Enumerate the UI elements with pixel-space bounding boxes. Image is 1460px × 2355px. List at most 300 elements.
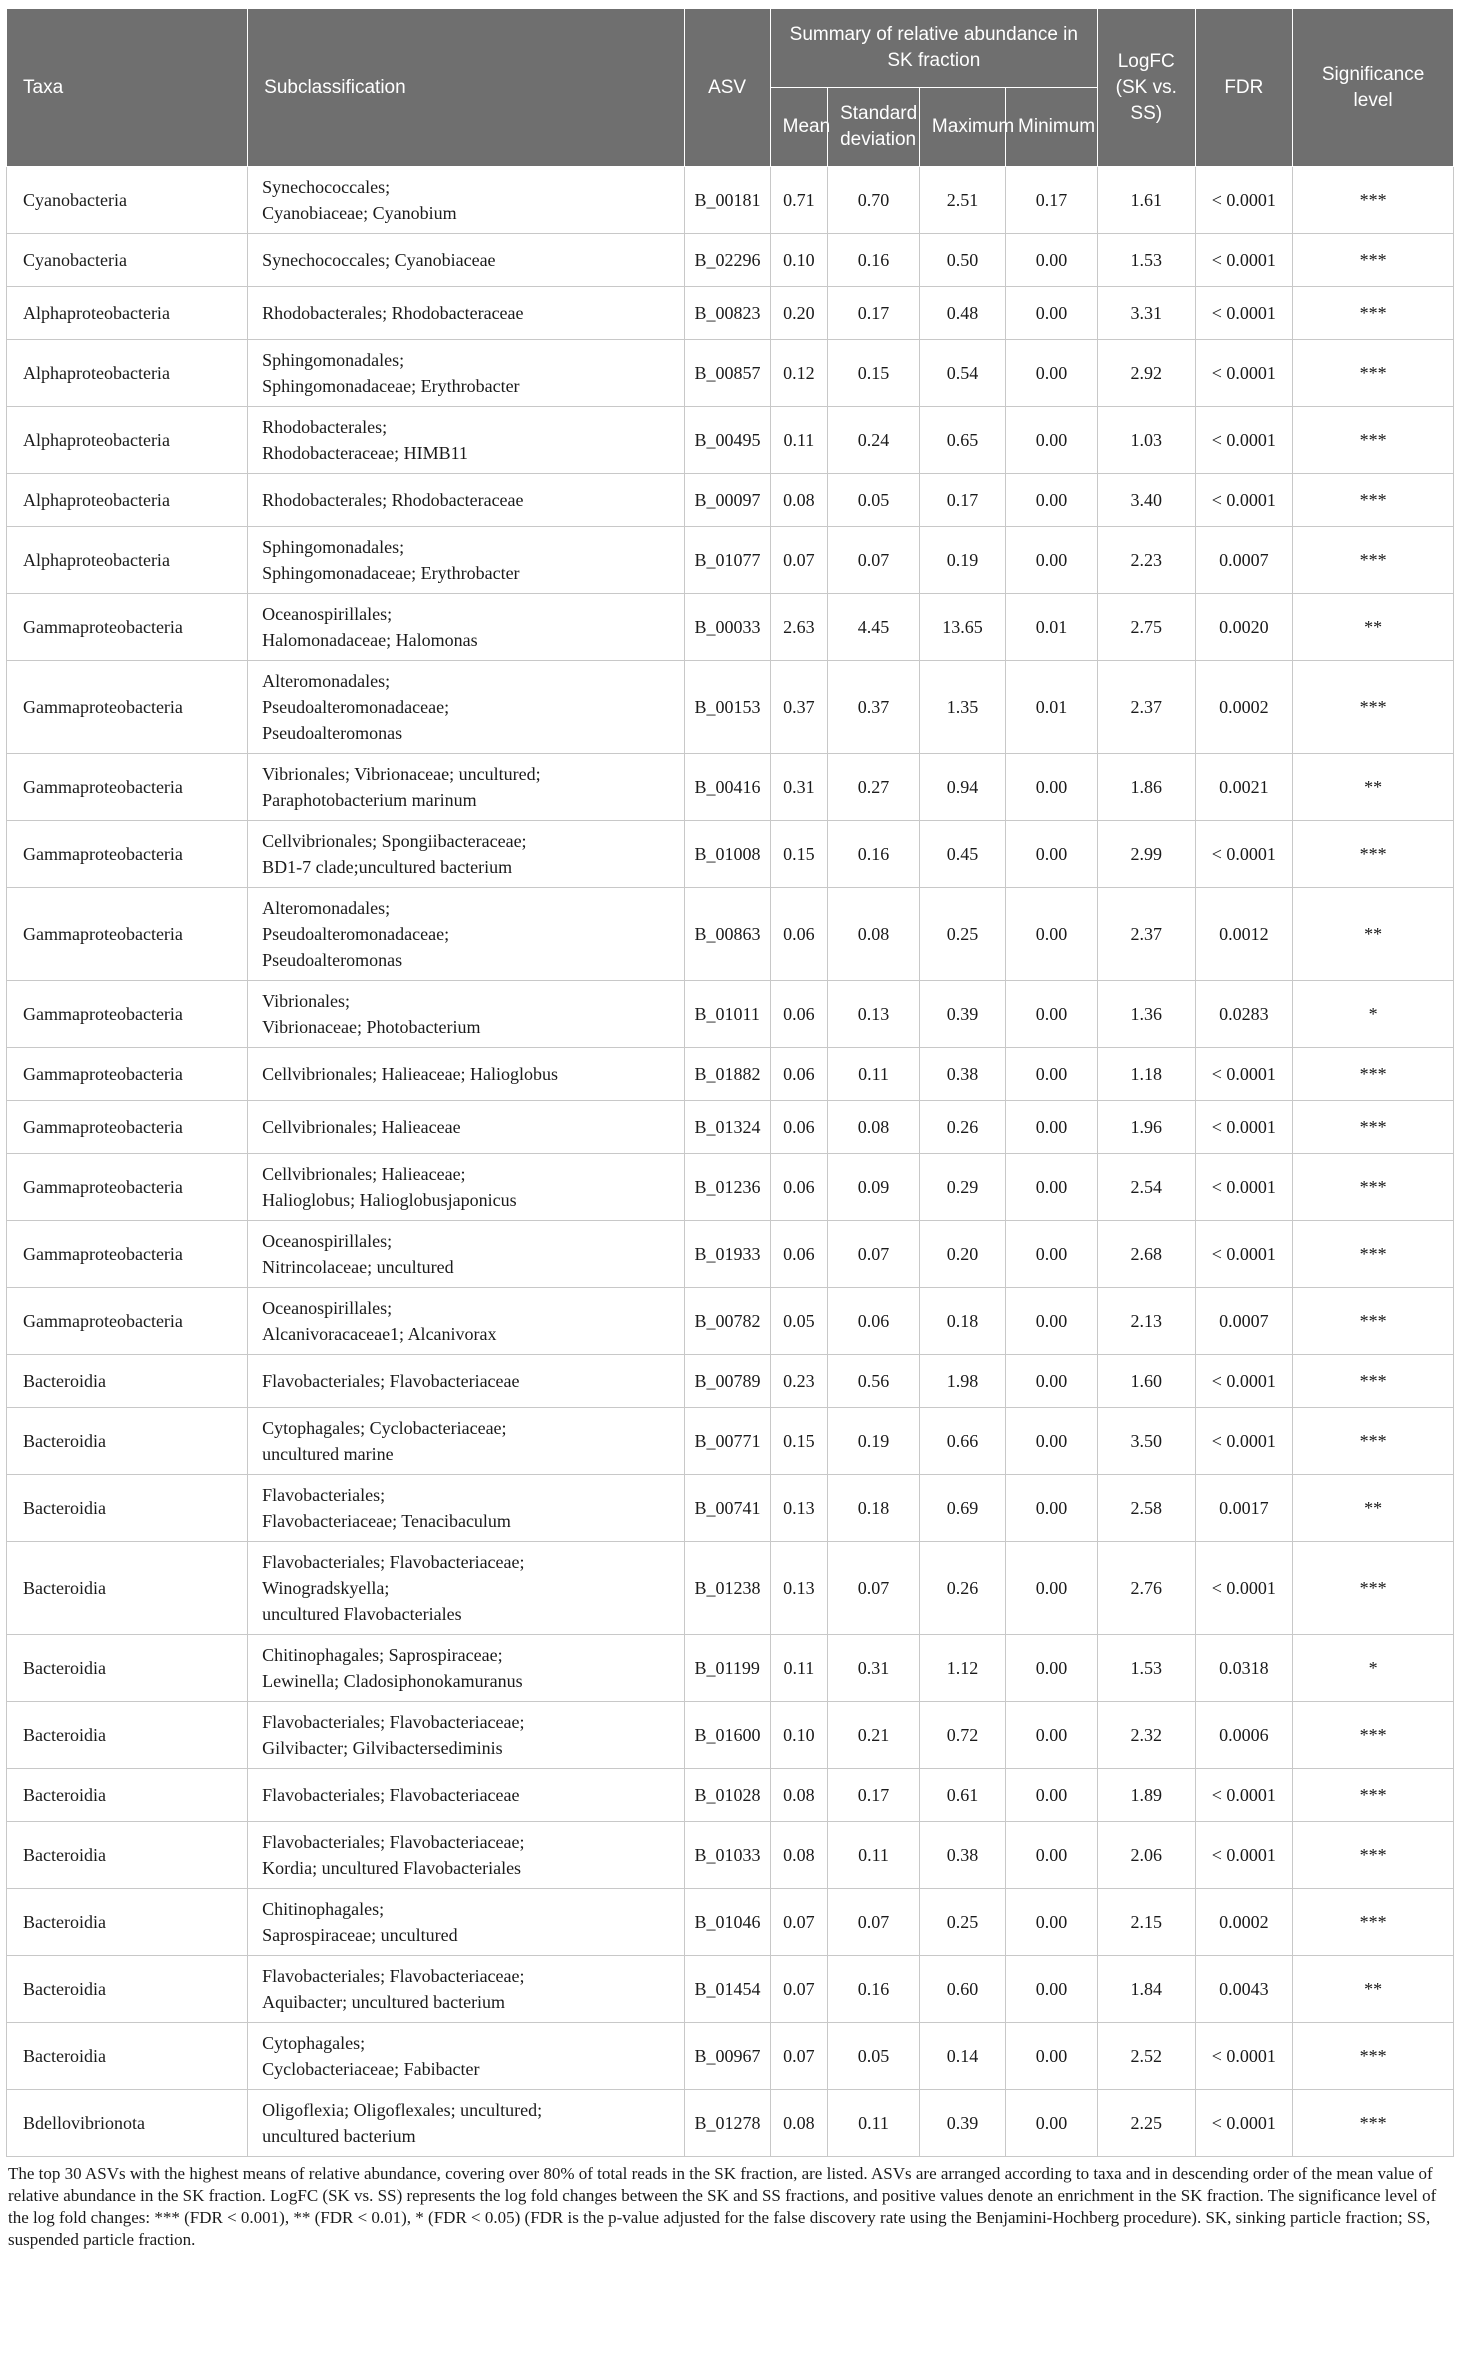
subclassification-line: Flavobacteriales; Flavobacteriaceae; [262, 1966, 525, 1986]
cell-taxa: Gammaproteobacteria [7, 754, 248, 821]
cell-standard-deviation: 0.06 [828, 1288, 920, 1355]
cell-subclassification [248, 1048, 684, 1101]
table-row [7, 754, 1454, 821]
cell-minimum: 0.00 [1006, 1956, 1098, 2023]
header-subclassification: Subclassification [248, 9, 684, 167]
cell-significance: *** [1293, 2090, 1454, 2157]
cell-taxa: Alphaproteobacteria [7, 527, 248, 594]
subclassification-line: Flavobacteriales; Flavobacteriaceae; [262, 1712, 525, 1732]
cell-mean: 0.06 [770, 1154, 827, 1221]
cell-standard-deviation: 0.37 [828, 661, 920, 754]
subclassification-line: Alteromonadales; [262, 671, 391, 691]
subclassification-line: Vibrionales; Vibrionaceae; uncultured; [262, 764, 541, 784]
table-row [7, 1288, 1454, 1355]
cell-minimum: 0.00 [1006, 1769, 1098, 1822]
table-body [7, 167, 1454, 2157]
header-asv: ASV [684, 9, 770, 167]
cell-minimum: 0.00 [1006, 888, 1098, 981]
subclassification-line: Halioglobus; Halioglobusjaponicus [262, 1190, 517, 1210]
subclassification-line: Cellvibrionales; Halieaceae [262, 1117, 461, 1137]
cell-fdr: < 0.0001 [1195, 1355, 1293, 1408]
cell-significance: *** [1293, 234, 1454, 287]
cell-standard-deviation: 0.09 [828, 1154, 920, 1221]
header-significance: Significance level [1293, 9, 1454, 167]
cell-maximum: 1.35 [919, 661, 1005, 754]
cell-maximum: 0.60 [919, 1956, 1005, 2023]
cell-subclassification [248, 1542, 684, 1635]
table-row [7, 1475, 1454, 1542]
cell-standard-deviation: 0.17 [828, 1769, 920, 1822]
cell-standard-deviation: 0.11 [828, 2090, 920, 2157]
table-row [7, 340, 1454, 407]
cell-maximum: 0.39 [919, 2090, 1005, 2157]
subclassification-line: Pseudoalteromonas [262, 950, 403, 970]
cell-logfc: 2.92 [1097, 340, 1195, 407]
cell-taxa: Bdellovibrionota [7, 2090, 248, 2157]
cell-subclassification [248, 1221, 684, 1288]
cell-fdr: 0.0006 [1195, 1702, 1293, 1769]
cell-taxa: Bacteroidia [7, 1355, 248, 1408]
cell-significance: *** [1293, 1889, 1454, 1956]
cell-mean: 2.63 [770, 594, 827, 661]
cell-fdr: < 0.0001 [1195, 287, 1293, 340]
cell-maximum: 0.38 [919, 1048, 1005, 1101]
cell-mean: 0.06 [770, 1101, 827, 1154]
cell-mean: 0.13 [770, 1542, 827, 1635]
cell-minimum: 0.00 [1006, 527, 1098, 594]
cell-taxa: Bacteroidia [7, 1956, 248, 2023]
cell-mean: 0.07 [770, 2023, 827, 2090]
cell-subclassification [248, 287, 684, 340]
cell-standard-deviation: 0.11 [828, 1048, 920, 1101]
cell-taxa: Alphaproteobacteria [7, 407, 248, 474]
cell-subclassification [248, 1889, 684, 1956]
cell-standard-deviation: 0.21 [828, 1702, 920, 1769]
subclassification-line: Cytophagales; Cyclobacteriaceae; [262, 1418, 507, 1438]
cell-logfc: 1.60 [1097, 1355, 1195, 1408]
subclassification-line: Chitinophagales; Saprospiraceae; [262, 1645, 503, 1665]
cell-mean: 0.07 [770, 1956, 827, 2023]
subclassification-line: Sphingomonadaceae; Erythrobacter [262, 563, 520, 583]
cell-standard-deviation: 0.17 [828, 287, 920, 340]
cell-significance: *** [1293, 167, 1454, 234]
cell-taxa: Cyanobacteria [7, 167, 248, 234]
cell-logfc: 2.15 [1097, 1889, 1195, 1956]
cell-taxa: Bacteroidia [7, 1475, 248, 1542]
cell-taxa: Gammaproteobacteria [7, 981, 248, 1048]
cell-significance: *** [1293, 1542, 1454, 1635]
cell-minimum: 0.00 [1006, 1221, 1098, 1288]
cell-taxa: Bacteroidia [7, 1702, 248, 1769]
cell-subclassification [248, 1288, 684, 1355]
cell-taxa: Bacteroidia [7, 1769, 248, 1822]
subclassification-line: Alteromonadales; [262, 898, 391, 918]
cell-fdr: 0.0043 [1195, 1956, 1293, 2023]
cell-fdr: < 0.0001 [1195, 167, 1293, 234]
table-row [7, 234, 1454, 287]
cell-asv: B_01033 [684, 1822, 770, 1889]
subclassification-line: Pseudoalteromonadaceae; [262, 697, 450, 717]
cell-subclassification [248, 1475, 684, 1542]
cell-standard-deviation: 0.05 [828, 2023, 920, 2090]
cell-minimum: 0.00 [1006, 1635, 1098, 1702]
cell-taxa: Gammaproteobacteria [7, 1048, 248, 1101]
cell-logfc: 3.40 [1097, 474, 1195, 527]
table-row [7, 594, 1454, 661]
cell-taxa: Bacteroidia [7, 2023, 248, 2090]
cell-maximum: 0.69 [919, 1475, 1005, 1542]
cell-standard-deviation: 0.24 [828, 407, 920, 474]
cell-mean: 0.13 [770, 1475, 827, 1542]
cell-minimum: 0.00 [1006, 1288, 1098, 1355]
cell-asv: B_00857 [684, 340, 770, 407]
cell-asv: B_01199 [684, 1635, 770, 1702]
cell-asv: B_01028 [684, 1769, 770, 1822]
subclassification-line: uncultured bacterium [262, 2126, 416, 2146]
cell-minimum: 0.00 [1006, 1154, 1098, 1221]
table-row [7, 1702, 1454, 1769]
cell-significance: *** [1293, 661, 1454, 754]
cell-fdr: < 0.0001 [1195, 1408, 1293, 1475]
cell-asv: B_01046 [684, 1889, 770, 1956]
cell-logfc: 2.99 [1097, 821, 1195, 888]
cell-standard-deviation: 0.07 [828, 1221, 920, 1288]
cell-minimum: 0.00 [1006, 340, 1098, 407]
cell-maximum: 0.17 [919, 474, 1005, 527]
cell-mean: 0.12 [770, 340, 827, 407]
cell-maximum: 0.66 [919, 1408, 1005, 1475]
cell-asv: B_01236 [684, 1154, 770, 1221]
subclassification-line: Alcanivoracaceae1; Alcanivorax [262, 1324, 497, 1344]
cell-minimum: 0.00 [1006, 1889, 1098, 1956]
cell-taxa: Bacteroidia [7, 1635, 248, 1702]
cell-standard-deviation: 0.13 [828, 981, 920, 1048]
cell-fdr: 0.0017 [1195, 1475, 1293, 1542]
cell-fdr: < 0.0001 [1195, 1221, 1293, 1288]
subclassification-line: Rhodobacterales; Rhodobacteraceae [262, 303, 524, 323]
subclassification-line: Oceanospirillales; [262, 1231, 393, 1251]
cell-significance: ** [1293, 594, 1454, 661]
cell-significance: * [1293, 1635, 1454, 1702]
cell-asv: B_00771 [684, 1408, 770, 1475]
cell-taxa: Alphaproteobacteria [7, 340, 248, 407]
table-row [7, 981, 1454, 1048]
cell-maximum: 0.14 [919, 2023, 1005, 2090]
table-row [7, 1101, 1454, 1154]
header-row [7, 9, 1454, 88]
cell-asv: B_01278 [684, 2090, 770, 2157]
cell-standard-deviation: 0.07 [828, 527, 920, 594]
cell-logfc: 2.25 [1097, 2090, 1195, 2157]
cell-maximum: 0.39 [919, 981, 1005, 1048]
cell-mean: 0.20 [770, 287, 827, 340]
cell-minimum: 0.00 [1006, 287, 1098, 340]
cell-fdr: < 0.0001 [1195, 1048, 1293, 1101]
subclassification-line: Saprospiraceae; uncultured [262, 1925, 458, 1945]
header-taxa: Taxa [7, 9, 248, 167]
cell-maximum: 13.65 [919, 594, 1005, 661]
header-standard-deviation: Standard deviation [828, 88, 920, 167]
cell-significance: *** [1293, 1702, 1454, 1769]
cell-subclassification [248, 2023, 684, 2090]
subclassification-line: Rhodobacterales; Rhodobacteraceae [262, 490, 524, 510]
cell-maximum: 0.65 [919, 407, 1005, 474]
cell-significance: *** [1293, 407, 1454, 474]
cell-asv: B_01008 [684, 821, 770, 888]
table-row [7, 1154, 1454, 1221]
cell-taxa: Bacteroidia [7, 1822, 248, 1889]
cell-standard-deviation: 0.07 [828, 1542, 920, 1635]
cell-subclassification [248, 234, 684, 287]
subclassification-line: Sphingomonadales; [262, 350, 405, 370]
subclassification-line: Flavobacteriales; Flavobacteriaceae [262, 1785, 520, 1805]
cell-mean: 0.07 [770, 1889, 827, 1956]
cell-standard-deviation: 0.11 [828, 1822, 920, 1889]
cell-significance: *** [1293, 1154, 1454, 1221]
subclassification-line: Nitrincolaceae; uncultured [262, 1257, 454, 1277]
cell-taxa: Cyanobacteria [7, 234, 248, 287]
cell-maximum: 0.19 [919, 527, 1005, 594]
subclassification-line: Pseudoalteromonas [262, 723, 403, 743]
cell-mean: 0.08 [770, 1769, 827, 1822]
cell-mean: 0.11 [770, 407, 827, 474]
cell-standard-deviation: 0.56 [828, 1355, 920, 1408]
cell-fdr: 0.0002 [1195, 661, 1293, 754]
cell-minimum: 0.00 [1006, 821, 1098, 888]
table-row [7, 1956, 1454, 2023]
subclassification-line: Vibrionaceae; Photobacterium [262, 1017, 481, 1037]
cell-fdr: 0.0020 [1195, 594, 1293, 661]
cell-subclassification [248, 754, 684, 821]
cell-subclassification [248, 167, 684, 234]
cell-significance: *** [1293, 1101, 1454, 1154]
asv-table [6, 8, 1454, 2157]
cell-asv: B_00495 [684, 407, 770, 474]
cell-subclassification [248, 2090, 684, 2157]
cell-standard-deviation: 0.08 [828, 1101, 920, 1154]
cell-fdr: 0.0007 [1195, 527, 1293, 594]
cell-asv: B_01011 [684, 981, 770, 1048]
cell-minimum: 0.01 [1006, 661, 1098, 754]
cell-subclassification [248, 661, 684, 754]
table-row [7, 1048, 1454, 1101]
subclassification-line: Cellvibrionales; Halieaceae; Halioglobus [262, 1064, 559, 1084]
cell-subclassification [248, 1408, 684, 1475]
cell-maximum: 0.72 [919, 1702, 1005, 1769]
cell-fdr: < 0.0001 [1195, 234, 1293, 287]
subclassification-line: Oceanospirillales; [262, 1298, 393, 1318]
cell-mean: 0.15 [770, 821, 827, 888]
table-row [7, 1221, 1454, 1288]
table-row [7, 407, 1454, 474]
cell-subclassification [248, 1635, 684, 1702]
cell-logfc: 2.58 [1097, 1475, 1195, 1542]
cell-fdr: < 0.0001 [1195, 407, 1293, 474]
cell-significance: *** [1293, 2023, 1454, 2090]
cell-taxa: Bacteroidia [7, 1542, 248, 1635]
cell-minimum: 0.00 [1006, 1101, 1098, 1154]
cell-significance: ** [1293, 754, 1454, 821]
cell-subclassification [248, 1702, 684, 1769]
table-row [7, 1542, 1454, 1635]
cell-significance: *** [1293, 1769, 1454, 1822]
table-row [7, 527, 1454, 594]
cell-minimum: 0.01 [1006, 594, 1098, 661]
cell-taxa: Gammaproteobacteria [7, 661, 248, 754]
cell-fdr: 0.0002 [1195, 1889, 1293, 1956]
subclassification-line: Oligoflexia; Oligoflexales; uncultured; [262, 2100, 543, 2120]
cell-fdr: 0.0007 [1195, 1288, 1293, 1355]
cell-significance: *** [1293, 1288, 1454, 1355]
header-maximum: Maximum [919, 88, 1005, 167]
subclassification-line: Cytophagales; [262, 2033, 366, 2053]
table-row [7, 1889, 1454, 1956]
subclassification-line: Flavobacteriales; Flavobacteriaceae; [262, 1832, 525, 1852]
cell-maximum: 0.61 [919, 1769, 1005, 1822]
cell-significance: ** [1293, 1956, 1454, 2023]
cell-logfc: 2.37 [1097, 888, 1195, 981]
cell-subclassification [248, 981, 684, 1048]
cell-taxa: Gammaproteobacteria [7, 1154, 248, 1221]
cell-minimum: 0.00 [1006, 234, 1098, 287]
cell-subclassification [248, 1822, 684, 1889]
cell-standard-deviation: 0.27 [828, 754, 920, 821]
cell-subclassification [248, 594, 684, 661]
cell-significance: *** [1293, 1408, 1454, 1475]
cell-taxa: Bacteroidia [7, 1889, 248, 1956]
cell-mean: 0.31 [770, 754, 827, 821]
cell-asv: B_00153 [684, 661, 770, 754]
cell-standard-deviation: 0.70 [828, 167, 920, 234]
cell-minimum: 0.00 [1006, 407, 1098, 474]
cell-subclassification [248, 474, 684, 527]
table-row [7, 1635, 1454, 1702]
cell-subclassification [248, 1355, 684, 1408]
cell-logfc: 1.03 [1097, 407, 1195, 474]
cell-maximum: 0.25 [919, 888, 1005, 981]
subclassification-line: Flavobacteriales; Flavobacteriaceae [262, 1371, 520, 1391]
cell-significance: *** [1293, 821, 1454, 888]
cell-fdr: < 0.0001 [1195, 340, 1293, 407]
cell-asv: B_01454 [684, 1956, 770, 2023]
cell-taxa: Bacteroidia [7, 1408, 248, 1475]
cell-logfc: 2.13 [1097, 1288, 1195, 1355]
cell-logfc: 1.89 [1097, 1769, 1195, 1822]
table-row [7, 1769, 1454, 1822]
subclassification-line: Flavobacteriales; [262, 1485, 386, 1505]
cell-minimum: 0.17 [1006, 167, 1098, 234]
cell-standard-deviation: 0.15 [828, 340, 920, 407]
cell-logfc: 2.52 [1097, 2023, 1195, 2090]
cell-subclassification [248, 1956, 684, 2023]
cell-maximum: 0.25 [919, 1889, 1005, 1956]
cell-maximum: 2.51 [919, 167, 1005, 234]
cell-mean: 0.06 [770, 1221, 827, 1288]
subclassification-line: Vibrionales; [262, 991, 351, 1011]
cell-maximum: 1.12 [919, 1635, 1005, 1702]
cell-logfc: 2.37 [1097, 661, 1195, 754]
cell-fdr: < 0.0001 [1195, 1154, 1293, 1221]
cell-mean: 0.23 [770, 1355, 827, 1408]
cell-mean: 0.06 [770, 981, 827, 1048]
cell-maximum: 0.26 [919, 1101, 1005, 1154]
cell-fdr: 0.0012 [1195, 888, 1293, 981]
cell-minimum: 0.00 [1006, 1408, 1098, 1475]
cell-standard-deviation: 4.45 [828, 594, 920, 661]
cell-fdr: < 0.0001 [1195, 821, 1293, 888]
cell-maximum: 0.50 [919, 234, 1005, 287]
cell-subclassification [248, 1101, 684, 1154]
subclassification-line: Synechococcales; Cyanobiaceae [262, 250, 496, 270]
cell-maximum: 0.20 [919, 1221, 1005, 1288]
cell-taxa: Gammaproteobacteria [7, 1101, 248, 1154]
cell-logfc: 1.53 [1097, 234, 1195, 287]
cell-mean: 0.06 [770, 888, 827, 981]
cell-subclassification [248, 340, 684, 407]
subclassification-line: Synechococcales; [262, 177, 391, 197]
cell-asv: B_01238 [684, 1542, 770, 1635]
cell-logfc: 1.61 [1097, 167, 1195, 234]
cell-minimum: 0.00 [1006, 1822, 1098, 1889]
cell-fdr: 0.0283 [1195, 981, 1293, 1048]
subclassification-line: Sphingomonadales; [262, 537, 405, 557]
subclassification-line: Aquibacter; uncultured bacterium [262, 1992, 506, 2012]
subclassification-line: uncultured Flavobacteriales [262, 1604, 462, 1624]
cell-standard-deviation: 0.08 [828, 888, 920, 981]
cell-mean: 0.71 [770, 167, 827, 234]
subclassification-line: BD1-7 clade;uncultured bacterium [262, 857, 513, 877]
cell-significance: *** [1293, 287, 1454, 340]
cell-logfc: 1.53 [1097, 1635, 1195, 1702]
cell-standard-deviation: 0.19 [828, 1408, 920, 1475]
subclassification-line: Pseudoalteromonadaceae; [262, 924, 450, 944]
cell-standard-deviation: 0.05 [828, 474, 920, 527]
cell-taxa: Gammaproteobacteria [7, 1288, 248, 1355]
cell-fdr: < 0.0001 [1195, 474, 1293, 527]
table-row [7, 1822, 1454, 1889]
cell-maximum: 0.94 [919, 754, 1005, 821]
subclassification-line: Cellvibrionales; Halieaceae; [262, 1164, 466, 1184]
cell-maximum: 0.45 [919, 821, 1005, 888]
cell-mean: 0.07 [770, 527, 827, 594]
subclassification-line: Kordia; uncultured Flavobacteriales [262, 1858, 522, 1878]
cell-subclassification [248, 1154, 684, 1221]
cell-asv: B_00789 [684, 1355, 770, 1408]
cell-maximum: 0.38 [919, 1822, 1005, 1889]
cell-maximum: 0.48 [919, 287, 1005, 340]
cell-logfc: 1.96 [1097, 1101, 1195, 1154]
cell-asv: B_01600 [684, 1702, 770, 1769]
cell-significance: *** [1293, 527, 1454, 594]
cell-logfc: 2.76 [1097, 1542, 1195, 1635]
cell-asv: B_00967 [684, 2023, 770, 2090]
cell-maximum: 0.26 [919, 1542, 1005, 1635]
cell-logfc: 2.23 [1097, 527, 1195, 594]
cell-logfc: 1.36 [1097, 981, 1195, 1048]
cell-minimum: 0.00 [1006, 2090, 1098, 2157]
cell-fdr: < 0.0001 [1195, 1769, 1293, 1822]
header-fdr: FDR [1195, 9, 1293, 167]
cell-logfc: 3.50 [1097, 1408, 1195, 1475]
subclassification-line: Sphingomonadaceae; Erythrobacter [262, 376, 520, 396]
table-row [7, 287, 1454, 340]
cell-mean: 0.10 [770, 1702, 827, 1769]
cell-subclassification [248, 1769, 684, 1822]
cell-fdr: < 0.0001 [1195, 2090, 1293, 2157]
header-mean: Mean [770, 88, 827, 167]
cell-significance: * [1293, 981, 1454, 1048]
cell-subclassification [248, 821, 684, 888]
